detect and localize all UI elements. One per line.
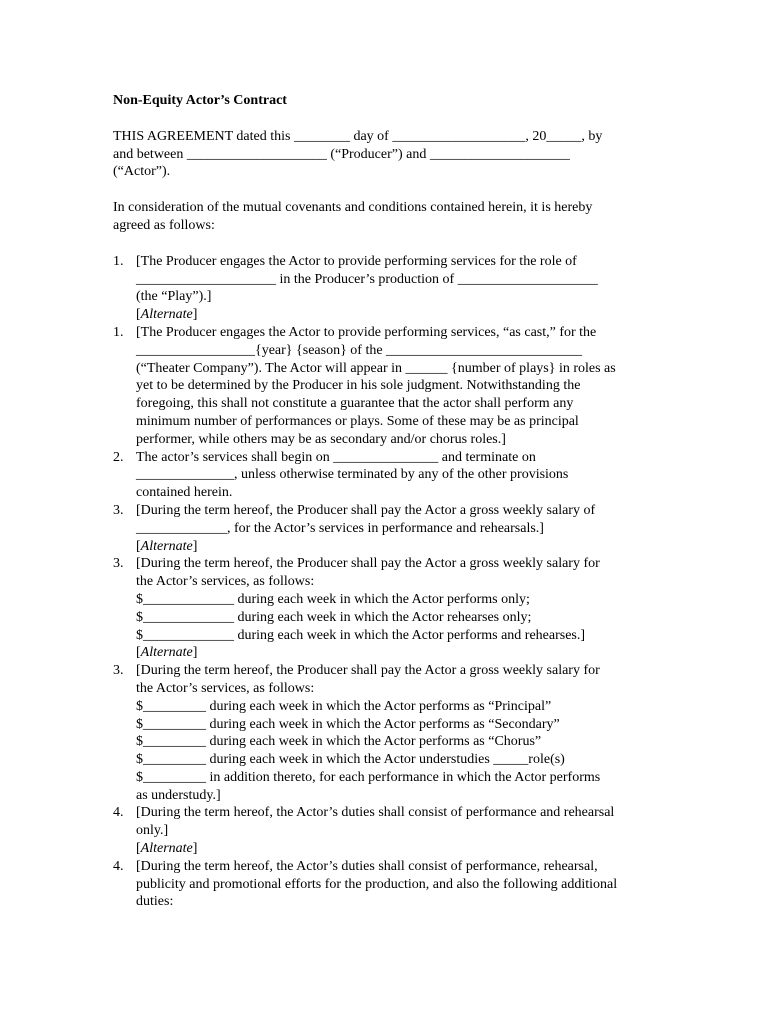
alternate-label: Alternate xyxy=(140,645,193,661)
clause-line: [During the term hereof, the Actor’s duties shall consist of performance and rehearsal xyxy=(136,805,615,821)
clause-line: ____________________ in the Producer’s production of ____________________ xyxy=(136,271,598,287)
clause-line: the Actor’s services, as follows: xyxy=(136,680,315,696)
clause-text xyxy=(136,253,673,324)
clause-line: $_____________ during each week in which the Actor rehearses only; xyxy=(136,609,532,625)
clause-line: $_________ during each week in which the Actor performs as “Chorus” xyxy=(136,734,542,750)
clause-text xyxy=(136,804,673,857)
clause-number: 4. xyxy=(113,805,124,821)
alternate-label: Alternate xyxy=(140,307,193,323)
clause-text xyxy=(136,555,673,662)
clause-line: _____________, for the Actor’s services in performance and rehearsals.] xyxy=(136,520,544,536)
clause-number: 3. xyxy=(113,502,124,518)
clause-number: 3. xyxy=(113,663,124,679)
clause-number: 2. xyxy=(113,449,124,465)
clause-line: $_________ during each week in which the Actor understudies _____role(s) xyxy=(136,752,565,768)
clause-line: (“Theater Company”). The Actor will appear in ______ {number of plays} in roles as xyxy=(136,360,616,376)
clause-text xyxy=(136,449,673,502)
document-title: Non-Equity Actor’s Contract xyxy=(113,93,287,108)
agreement-line: (“Actor”). xyxy=(113,164,171,180)
clause-text xyxy=(136,662,673,804)
clause-line: [The Producer engages the Actor to provide performing services for the role of xyxy=(136,253,577,269)
clause-line: ______________, unless otherwise terminated by any of the other provisions xyxy=(136,467,569,483)
clause-line: [During the term hereof, the Producer shall pay the Actor a gross weekly salary of xyxy=(136,502,596,518)
clause-line: the Actor’s services, as follows: xyxy=(136,574,315,590)
alternate-marker: [Alternate] xyxy=(136,645,198,661)
clause-item xyxy=(113,449,673,502)
clause-line: _________________{year} {season} of the ____________________________ xyxy=(136,342,583,358)
clause-line: minimum number of performances or plays. Some of these may be as principal xyxy=(136,413,579,429)
consideration-paragraph xyxy=(113,199,658,235)
clause-line: $_________ in addition thereto, for each performance in which the Actor performs xyxy=(136,769,601,785)
clause-line: [During the term hereof, the Producer shall pay the Actor a gross weekly salary for xyxy=(136,556,600,572)
document-page xyxy=(113,92,673,911)
clause-item xyxy=(113,804,673,857)
clause-line: performer, while others may be as secondary and/or chorus roles.] xyxy=(136,431,506,447)
agreement-line: THIS AGREEMENT dated this ________ day of ___________________, 20_____, by xyxy=(113,128,603,144)
clause-item xyxy=(113,858,673,911)
clause-number: 3. xyxy=(113,556,124,572)
clause-text xyxy=(136,324,673,449)
clause-item xyxy=(113,502,673,555)
consideration-line: agreed as follows: xyxy=(113,217,215,233)
clause-line: $_________ during each week in which the Actor performs as “Secondary” xyxy=(136,716,560,732)
alternate-marker: [Alternate] xyxy=(136,538,198,554)
clause-line: as understudy.] xyxy=(136,787,221,803)
clause-line: $_____________ during each week in which the Actor performs only; xyxy=(136,591,530,607)
clause-list xyxy=(113,253,673,911)
alternate-label: Alternate xyxy=(140,841,193,857)
clause-item xyxy=(113,253,673,324)
clause-number: 1. xyxy=(113,324,124,340)
clause-item xyxy=(113,662,673,804)
clause-line: contained herein. xyxy=(136,485,233,501)
clause-line: $_____________ during each week in which the Actor performs and rehearses.] xyxy=(136,627,586,643)
clause-number: 1. xyxy=(113,253,124,269)
clause-line: yet to be determined by the Producer in his sole judgment. Notwithstanding the xyxy=(136,378,581,394)
clause-line: publicity and promotional efforts for the production, and also the following additional xyxy=(136,876,618,892)
clause-line: only.] xyxy=(136,823,169,839)
agreement-paragraph xyxy=(113,128,658,181)
clause-line: The actor’s services shall begin on _______________ and terminate on xyxy=(136,449,536,465)
alternate-marker: [Alternate] xyxy=(136,307,198,323)
clause-line: duties: xyxy=(136,894,174,910)
consideration-line: In consideration of the mutual covenants and conditions contained herein, it is hereby xyxy=(113,200,593,216)
clause-number: 4. xyxy=(113,858,124,874)
alternate-label: Alternate xyxy=(140,538,193,554)
clause-item xyxy=(113,324,673,449)
clause-text xyxy=(136,502,673,555)
clause-line: $_________ during each week in which the Actor performs as “Principal” xyxy=(136,698,552,714)
clause-item xyxy=(113,555,673,662)
clause-line: [During the term hereof, the Producer shall pay the Actor a gross weekly salary for xyxy=(136,663,600,679)
clause-line: [The Producer engages the Actor to provide performing services, “as cast,” for the xyxy=(136,324,597,340)
clause-line: [During the term hereof, the Actor’s duties shall consist of performance, rehearsal, xyxy=(136,858,598,874)
clause-line: foregoing, this shall not constitute a guarantee that the actor shall perform any xyxy=(136,396,574,412)
alternate-marker: [Alternate] xyxy=(136,841,198,857)
agreement-line: and between ____________________ (“Producer”) and ____________________ xyxy=(113,146,570,162)
clause-line: (the “Play”).] xyxy=(136,289,212,305)
clause-text xyxy=(136,858,673,911)
